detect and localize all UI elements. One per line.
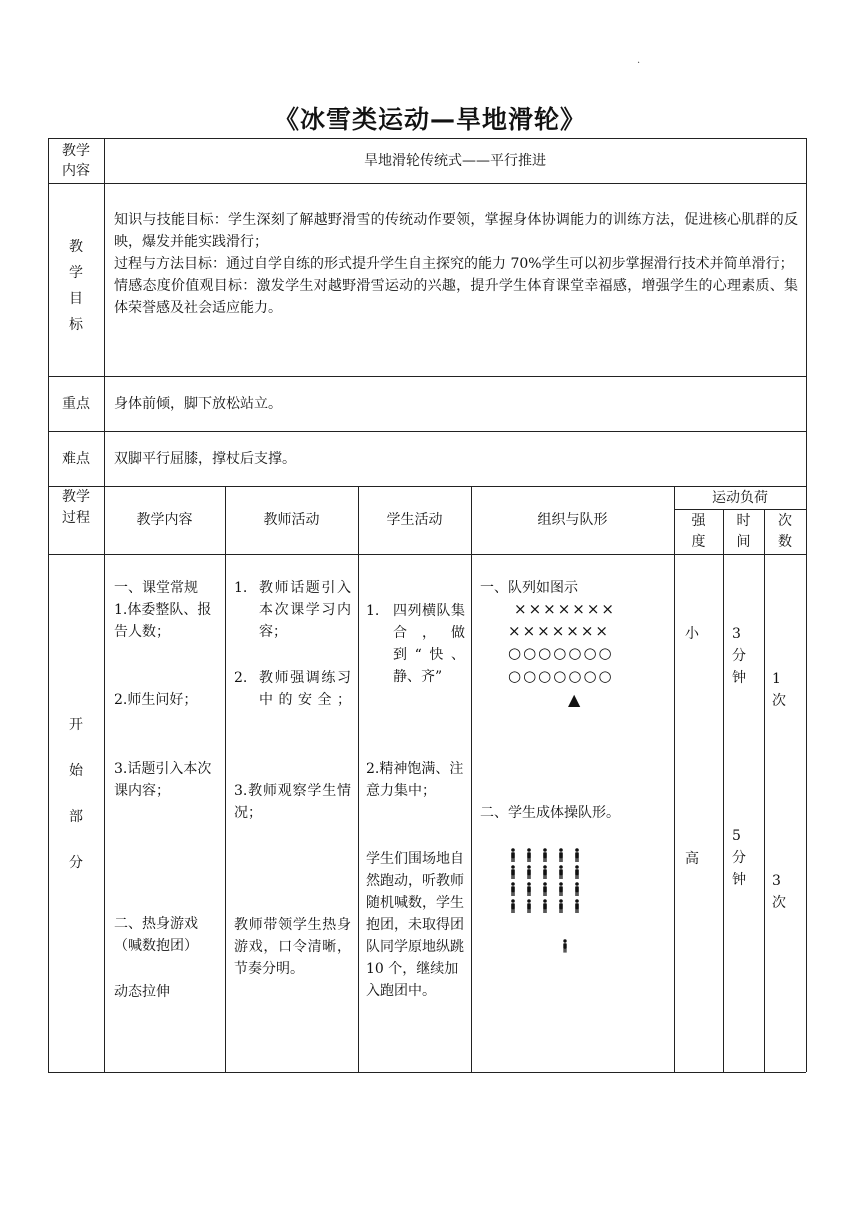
teacher-triangle-icon: ▲ xyxy=(568,690,581,709)
header-teacher: 教师活动 xyxy=(263,512,320,528)
header-load: 运动负荷 xyxy=(712,490,768,506)
teacher-item-1: 教师话题引入本次课学习内容； xyxy=(259,580,351,640)
formation-row-4: ○○○○○○○ xyxy=(508,667,614,685)
student-item-2: 2.精神饱满、注意力集中； xyxy=(366,761,464,799)
header-student: 学生活动 xyxy=(386,512,443,528)
goals-label: 教 学 目 标 xyxy=(69,239,83,333)
formation-heading-2: 二、学生成体操队形。 xyxy=(480,805,620,821)
header-content: 教学内容 xyxy=(136,512,193,528)
content-warmup-game: 二、热身游戏（喊数抱团） xyxy=(114,916,198,954)
content-routine-heading: 一、课堂常规 xyxy=(114,580,198,596)
teacher-item-2: 教师强调练习中的安全； xyxy=(259,670,351,708)
formation-heading-1: 一、队列如图示 xyxy=(480,580,578,596)
student-item-3: 学生们围场地自然跑动，听教师随机喊数，学生抱团，未取得团队同学原地纵跳 10 个，继续加入跑团中。 xyxy=(366,851,464,999)
teacher-figure-icon xyxy=(561,938,569,952)
student-item-1-number: 1. xyxy=(366,603,380,619)
key-point-value: 身体前倾，脚下放松站立。 xyxy=(114,396,282,412)
page-title: 《冰雪类运动—旱地滑轮》 xyxy=(273,105,586,134)
goal-knowledge: 知识与技能目标：学生深刻了解越野滑雪的传统动作要领，掌握身体协调能力的训练方法，促进核心肌群的反映，爆发并能实践滑行； xyxy=(114,212,798,250)
teacher-item-3: 3.教师观察学生情况； xyxy=(234,783,351,821)
lesson-plan-table xyxy=(48,138,806,1072)
section-name: 开 始 部 分 xyxy=(69,717,83,871)
teacher-item-4: 教师带领学生热身游戏，口令清晰，节奏分明。 xyxy=(234,917,351,977)
intensity-high: 高 xyxy=(685,851,699,867)
teacher-item-1-number: 1. xyxy=(234,580,248,596)
goals-text xyxy=(114,209,798,319)
student-item-1: 四列横队集合，做到“快、静、齐” xyxy=(393,603,465,685)
difficulty-label: 难点 xyxy=(62,451,90,467)
time-1: 3 分 钟 xyxy=(732,626,746,686)
time-2: 5 分 钟 xyxy=(732,828,746,888)
formation-row-1: ××××××× xyxy=(514,600,616,618)
count-2: 3 次 xyxy=(772,873,786,911)
formation-row-3: ○○○○○○○ xyxy=(508,644,614,662)
key-point-label: 重点 xyxy=(62,396,90,412)
intensity-low: 小 xyxy=(685,626,699,642)
header-organization: 组织与队形 xyxy=(537,512,608,528)
content-label: 教学 内容 xyxy=(62,143,90,179)
content-topic: 3.话题引入本次课内容； xyxy=(114,761,212,799)
content-stretch: 动态拉伸 xyxy=(114,984,170,1000)
goal-process: 过程与方法目标：通过自学自练的形式提升学生自主探究的能力 70%学生可以初步掌握滑行技术并简单滑行； xyxy=(114,256,794,272)
formation-row-2: ××××××× xyxy=(508,622,610,640)
count-1: 1 次 xyxy=(772,671,786,709)
content-value: 旱地滑轮传统式——平行推进 xyxy=(364,153,546,169)
content-greeting: 2.师生问好； xyxy=(114,692,198,708)
header-intensity: 强 度 xyxy=(691,513,706,550)
content-line-up: 1.体委整队、报告人数； xyxy=(114,602,212,640)
page-mark: · xyxy=(637,58,641,69)
header-process: 教学 过程 xyxy=(62,489,90,526)
goal-attitude: 情感态度价值观目标：激发学生对越野滑雪运动的兴趣，提升学生体育课堂幸福感，增强学生的心理素质、集体荣誉感及社会适应能力。 xyxy=(114,278,798,316)
header-time: 时 间 xyxy=(736,513,751,550)
header-count: 次 数 xyxy=(778,513,792,550)
student-figures-icon xyxy=(508,846,588,918)
difficulty-value: 双脚平行屈膝，撑杖后支撑。 xyxy=(114,451,296,467)
gymnastics-formation-graphic xyxy=(508,846,588,918)
teacher-item-2-number: 2. xyxy=(234,670,248,686)
